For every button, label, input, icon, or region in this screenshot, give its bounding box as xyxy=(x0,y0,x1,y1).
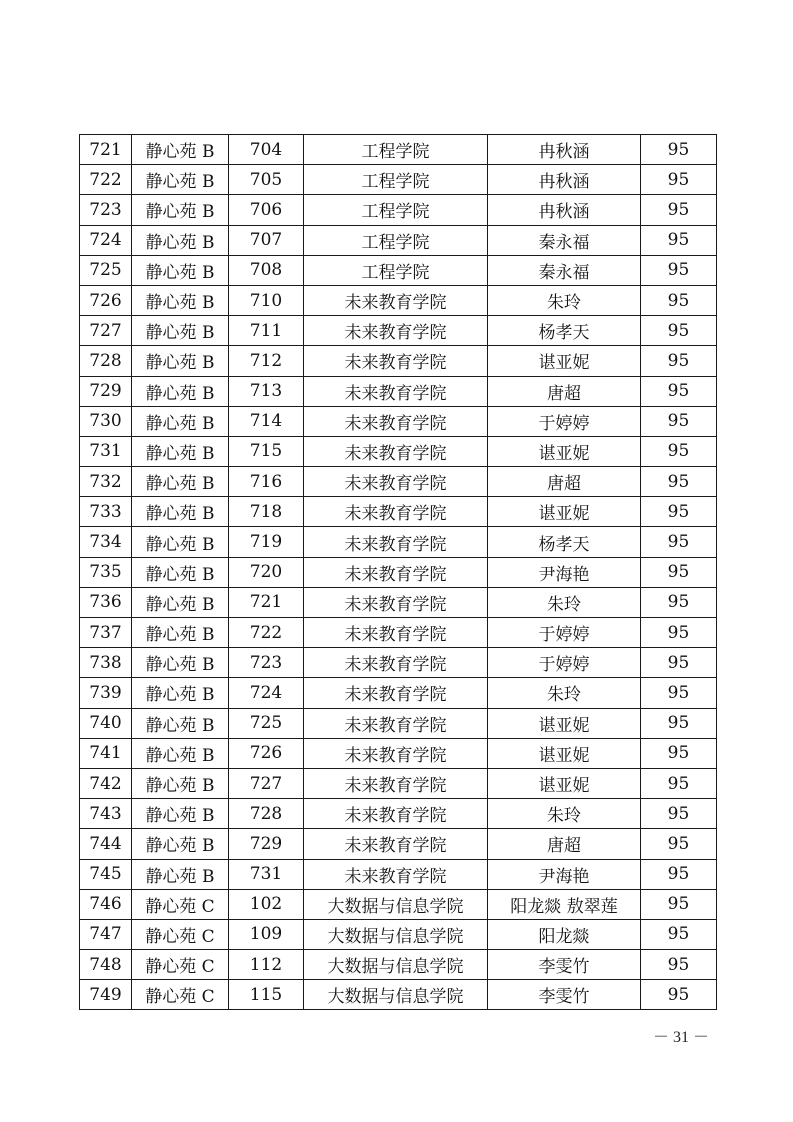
serial-cell: 727 xyxy=(80,316,132,346)
counselor-cell: 尹海艳 xyxy=(488,557,641,587)
room-cell: 725 xyxy=(229,708,304,738)
serial-cell: 732 xyxy=(80,467,132,497)
college-cell: 未来教育学院 xyxy=(304,376,488,406)
serial-cell: 742 xyxy=(80,768,132,798)
room-cell: 704 xyxy=(229,135,304,165)
college-cell: 工程学院 xyxy=(304,255,488,285)
score-cell: 95 xyxy=(641,648,717,678)
room-cell: 714 xyxy=(229,406,304,436)
counselor-cell: 冉秋涵 xyxy=(488,165,641,195)
college-cell: 工程学院 xyxy=(304,225,488,255)
college-cell: 未来教育学院 xyxy=(304,768,488,798)
counselor-cell: 秦永福 xyxy=(488,255,641,285)
building-cell: 静心苑 B xyxy=(132,768,229,798)
college-cell: 未来教育学院 xyxy=(304,346,488,376)
room-cell: 729 xyxy=(229,829,304,859)
table-row xyxy=(80,225,717,255)
college-cell: 未来教育学院 xyxy=(304,618,488,648)
score-cell: 95 xyxy=(641,768,717,798)
counselor-cell: 朱玲 xyxy=(488,587,641,617)
building-cell: 静心苑 B xyxy=(132,255,229,285)
room-cell: 723 xyxy=(229,648,304,678)
building-cell: 静心苑 B xyxy=(132,859,229,889)
score-cell: 95 xyxy=(641,980,717,1010)
counselor-cell: 秦永福 xyxy=(488,225,641,255)
counselor-cell: 尹海艳 xyxy=(488,859,641,889)
table-row xyxy=(80,799,717,829)
building-cell: 静心苑 B xyxy=(132,467,229,497)
room-cell: 728 xyxy=(229,799,304,829)
college-cell: 大数据与信息学院 xyxy=(304,889,488,919)
serial-cell: 748 xyxy=(80,950,132,980)
counselor-cell: 唐超 xyxy=(488,829,641,859)
serial-cell: 738 xyxy=(80,648,132,678)
table-row xyxy=(80,889,717,919)
score-cell: 95 xyxy=(641,527,717,557)
table-row xyxy=(80,165,717,195)
counselor-cell: 谌亚妮 xyxy=(488,346,641,376)
table-row xyxy=(80,346,717,376)
college-cell: 未来教育学院 xyxy=(304,557,488,587)
room-cell: 718 xyxy=(229,497,304,527)
college-cell: 未来教育学院 xyxy=(304,678,488,708)
college-cell: 未来教育学院 xyxy=(304,527,488,557)
serial-cell: 737 xyxy=(80,618,132,648)
table-row xyxy=(80,678,717,708)
table-row xyxy=(80,406,717,436)
serial-cell: 743 xyxy=(80,799,132,829)
counselor-cell: 李雯竹 xyxy=(488,980,641,1010)
counselor-cell: 于婷婷 xyxy=(488,648,641,678)
table-row xyxy=(80,376,717,406)
dormitory-score-table xyxy=(79,134,717,1010)
counselor-cell: 杨孝天 xyxy=(488,316,641,346)
table-body xyxy=(80,135,717,1010)
score-cell: 95 xyxy=(641,799,717,829)
room-cell: 109 xyxy=(229,919,304,949)
room-cell: 708 xyxy=(229,255,304,285)
serial-cell: 722 xyxy=(80,165,132,195)
table-row xyxy=(80,708,717,738)
score-cell: 95 xyxy=(641,467,717,497)
building-cell: 静心苑 B xyxy=(132,376,229,406)
college-cell: 工程学院 xyxy=(304,135,488,165)
serial-cell: 726 xyxy=(80,285,132,315)
score-cell: 95 xyxy=(641,618,717,648)
room-cell: 712 xyxy=(229,346,304,376)
serial-cell: 728 xyxy=(80,346,132,376)
counselor-cell: 谌亚妮 xyxy=(488,768,641,798)
room-cell: 710 xyxy=(229,285,304,315)
room-cell: 711 xyxy=(229,316,304,346)
room-cell: 727 xyxy=(229,768,304,798)
building-cell: 静心苑 B xyxy=(132,165,229,195)
table-row xyxy=(80,255,717,285)
serial-cell: 729 xyxy=(80,376,132,406)
score-cell: 95 xyxy=(641,859,717,889)
serial-cell: 739 xyxy=(80,678,132,708)
serial-cell: 745 xyxy=(80,859,132,889)
building-cell: 静心苑 B xyxy=(132,618,229,648)
serial-cell: 740 xyxy=(80,708,132,738)
building-cell: 静心苑 B xyxy=(132,436,229,466)
serial-cell: 724 xyxy=(80,225,132,255)
serial-cell: 736 xyxy=(80,587,132,617)
counselor-cell: 于婷婷 xyxy=(488,618,641,648)
college-cell: 大数据与信息学院 xyxy=(304,980,488,1010)
serial-cell: 731 xyxy=(80,436,132,466)
counselor-cell: 于婷婷 xyxy=(488,406,641,436)
table-row xyxy=(80,497,717,527)
room-cell: 705 xyxy=(229,165,304,195)
room-cell: 715 xyxy=(229,436,304,466)
college-cell: 大数据与信息学院 xyxy=(304,950,488,980)
serial-cell: 721 xyxy=(80,135,132,165)
building-cell: 静心苑 B xyxy=(132,648,229,678)
building-cell: 静心苑 B xyxy=(132,678,229,708)
room-cell: 719 xyxy=(229,527,304,557)
college-cell: 未来教育学院 xyxy=(304,316,488,346)
serial-cell: 735 xyxy=(80,557,132,587)
building-cell: 静心苑 B xyxy=(132,587,229,617)
college-cell: 未来教育学院 xyxy=(304,497,488,527)
score-cell: 95 xyxy=(641,165,717,195)
counselor-cell: 朱玲 xyxy=(488,799,641,829)
counselor-cell: 冉秋涵 xyxy=(488,135,641,165)
room-cell: 716 xyxy=(229,467,304,497)
score-cell: 95 xyxy=(641,708,717,738)
college-cell: 未来教育学院 xyxy=(304,285,488,315)
room-cell: 720 xyxy=(229,557,304,587)
college-cell: 未来教育学院 xyxy=(304,708,488,738)
counselor-cell: 朱玲 xyxy=(488,678,641,708)
page-number: － 31 － xyxy=(653,1029,710,1046)
serial-cell: 744 xyxy=(80,829,132,859)
table-row xyxy=(80,285,717,315)
college-cell: 未来教育学院 xyxy=(304,467,488,497)
table-row xyxy=(80,648,717,678)
building-cell: 静心苑 C xyxy=(132,889,229,919)
score-cell: 95 xyxy=(641,738,717,768)
building-cell: 静心苑 B xyxy=(132,738,229,768)
table-row xyxy=(80,738,717,768)
building-cell: 静心苑 B xyxy=(132,829,229,859)
building-cell: 静心苑 B xyxy=(132,135,229,165)
building-cell: 静心苑 B xyxy=(132,316,229,346)
score-cell: 95 xyxy=(641,587,717,617)
building-cell: 静心苑 C xyxy=(132,980,229,1010)
building-cell: 静心苑 B xyxy=(132,406,229,436)
score-cell: 95 xyxy=(641,316,717,346)
serial-cell: 730 xyxy=(80,406,132,436)
counselor-cell: 谌亚妮 xyxy=(488,497,641,527)
room-cell: 706 xyxy=(229,195,304,225)
score-cell: 95 xyxy=(641,497,717,527)
score-cell: 95 xyxy=(641,919,717,949)
counselor-cell: 李雯竹 xyxy=(488,950,641,980)
score-cell: 95 xyxy=(641,255,717,285)
counselor-cell: 朱玲 xyxy=(488,285,641,315)
table-row xyxy=(80,527,717,557)
counselor-cell: 阳龙燚 敖翠莲 xyxy=(488,889,641,919)
table-row xyxy=(80,618,717,648)
building-cell: 静心苑 B xyxy=(132,195,229,225)
college-cell: 大数据与信息学院 xyxy=(304,919,488,949)
score-cell: 95 xyxy=(641,195,717,225)
college-cell: 未来教育学院 xyxy=(304,799,488,829)
table-row xyxy=(80,950,717,980)
counselor-cell: 阳龙燚 xyxy=(488,919,641,949)
building-cell: 静心苑 B xyxy=(132,527,229,557)
building-cell: 静心苑 B xyxy=(132,346,229,376)
score-cell: 95 xyxy=(641,829,717,859)
table-row xyxy=(80,859,717,889)
room-cell: 707 xyxy=(229,225,304,255)
college-cell: 未来教育学院 xyxy=(304,648,488,678)
table-row xyxy=(80,587,717,617)
serial-cell: 746 xyxy=(80,889,132,919)
college-cell: 未来教育学院 xyxy=(304,587,488,617)
building-cell: 静心苑 B xyxy=(132,225,229,255)
table-row xyxy=(80,557,717,587)
serial-cell: 747 xyxy=(80,919,132,949)
room-cell: 722 xyxy=(229,618,304,648)
score-cell: 95 xyxy=(641,889,717,919)
score-cell: 95 xyxy=(641,406,717,436)
table-row xyxy=(80,919,717,949)
college-cell: 未来教育学院 xyxy=(304,738,488,768)
room-cell: 115 xyxy=(229,980,304,1010)
score-cell: 95 xyxy=(641,346,717,376)
college-cell: 未来教育学院 xyxy=(304,859,488,889)
building-cell: 静心苑 B xyxy=(132,708,229,738)
room-cell: 726 xyxy=(229,738,304,768)
table-row xyxy=(80,195,717,225)
building-cell: 静心苑 B xyxy=(132,497,229,527)
table-row xyxy=(80,467,717,497)
building-cell: 静心苑 B xyxy=(132,799,229,829)
table-row xyxy=(80,980,717,1010)
score-cell: 95 xyxy=(641,285,717,315)
college-cell: 未来教育学院 xyxy=(304,406,488,436)
table-row xyxy=(80,316,717,346)
room-cell: 724 xyxy=(229,678,304,708)
building-cell: 静心苑 C xyxy=(132,950,229,980)
serial-cell: 741 xyxy=(80,738,132,768)
table-row xyxy=(80,829,717,859)
table-row xyxy=(80,436,717,466)
counselor-cell: 冉秋涵 xyxy=(488,195,641,225)
room-cell: 112 xyxy=(229,950,304,980)
counselor-cell: 杨孝天 xyxy=(488,527,641,557)
table-row xyxy=(80,135,717,165)
score-cell: 95 xyxy=(641,950,717,980)
score-cell: 95 xyxy=(641,678,717,708)
building-cell: 静心苑 B xyxy=(132,557,229,587)
score-cell: 95 xyxy=(641,135,717,165)
building-cell: 静心苑 B xyxy=(132,285,229,315)
serial-cell: 749 xyxy=(80,980,132,1010)
college-cell: 工程学院 xyxy=(304,165,488,195)
score-cell: 95 xyxy=(641,225,717,255)
serial-cell: 733 xyxy=(80,497,132,527)
room-cell: 721 xyxy=(229,587,304,617)
table-row xyxy=(80,768,717,798)
counselor-cell: 谌亚妮 xyxy=(488,738,641,768)
score-cell: 95 xyxy=(641,376,717,406)
counselor-cell: 谌亚妮 xyxy=(488,708,641,738)
college-cell: 未来教育学院 xyxy=(304,829,488,859)
building-cell: 静心苑 C xyxy=(132,919,229,949)
counselor-cell: 唐超 xyxy=(488,376,641,406)
college-cell: 工程学院 xyxy=(304,195,488,225)
counselor-cell: 唐超 xyxy=(488,467,641,497)
counselor-cell: 谌亚妮 xyxy=(488,436,641,466)
college-cell: 未来教育学院 xyxy=(304,436,488,466)
room-cell: 731 xyxy=(229,859,304,889)
score-cell: 95 xyxy=(641,557,717,587)
room-cell: 713 xyxy=(229,376,304,406)
serial-cell: 723 xyxy=(80,195,132,225)
room-cell: 102 xyxy=(229,889,304,919)
serial-cell: 734 xyxy=(80,527,132,557)
serial-cell: 725 xyxy=(80,255,132,285)
score-cell: 95 xyxy=(641,436,717,466)
